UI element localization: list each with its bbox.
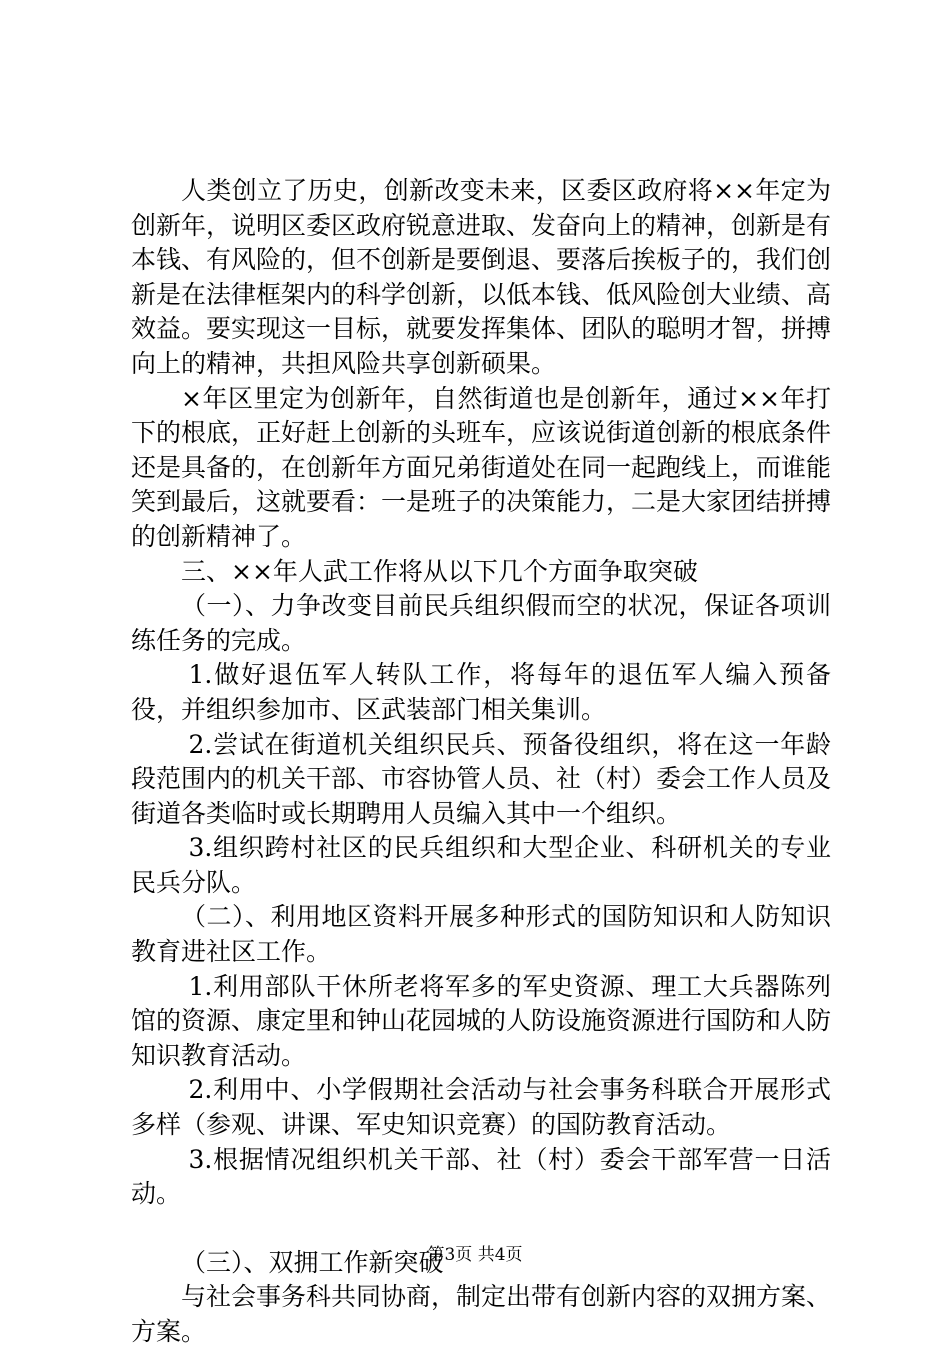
list-item: 3.组织跨村社区的民兵组织和大型企业、科研机关的专业民兵分队。 — [131, 833, 831, 897]
paragraph-double-support: 与社会事务科共同协商，制定出带有创新内容的双拥方案、方案。 — [131, 1282, 832, 1346]
subsection-heading-2: （二）、利用地区资料开展多种形式的国防知识和人防知识教育进社区工作。 — [131, 902, 831, 967]
section-heading-3: 三、××年人武工作将从以下几个方面争取突破 — [181, 556, 698, 586]
paragraph-innovation-year: ×年区里定为创新年，自然街道也是创新年，通过××年打下的根底，正好赶上创新的头班车，应该说街道创新的根底条件还是具备的，在创新年方面兄弟街道处在同一起跑线上，而谁能笑到最后，这就要看：一是班子的决策能力，二是大家团结拼搏的创新精神了。 — [131, 383, 832, 551]
list-item: 2.利用中、小学假期社会活动与社会事务科联合开展形式多样（参观、讲课、军史知识竞赛）的国防教育活动。 — [131, 1075, 831, 1140]
paragraph-innovation-intro: 人类创立了历史，创新改变未来，区委区政府将××年定为创新年，说明区委区政府锐意进取、发奋向上的精神，创新是有本钱、有风险的，但不创新是要倒退、要落后挨板子的，我们创新是在法律框架内的科学创新，以低本钱、低风险创大业绩、高效益。要实现这一目标，就要发挥集体、团队的聪明才智，拼搏向上的精神，共担风险共享创新硕果。 — [131, 176, 832, 378]
subsection-heading-1: （一）、力争改变目前民兵组织假而空的状况，保证各项训练任务的完成。 — [131, 591, 831, 655]
subsection-heading-3: （三）、双拥工作新突破 — [181, 1247, 444, 1277]
list-item: 1.利用部队干休所老将军多的军史资源、理工大兵器陈列馆的资源、康定里和钟山花园城的人防设施资源进行国防和人防知识教育活动。 — [131, 971, 832, 1070]
list-item: 1.做好退伍军人转队工作，将每年的退伍军人编入预备役，并组织参加市、区武装部门相关集训。 — [131, 660, 831, 724]
page-number-footer: 第3页 共4页 — [427, 1245, 523, 1265]
list-item: 3.根据情况组织机关干部、社（村）委会干部军营一日活动。 — [131, 1144, 831, 1209]
list-item: 2.尝试在街道机关组织民兵、预备役组织，将在这一年龄段范围内的机关干部、市容协管人员、社（村）委会工作人员及街道各类临时或长期聘用人员编入其中一个组织。 — [131, 729, 832, 828]
document-body — [131, 174, 831, 1350]
